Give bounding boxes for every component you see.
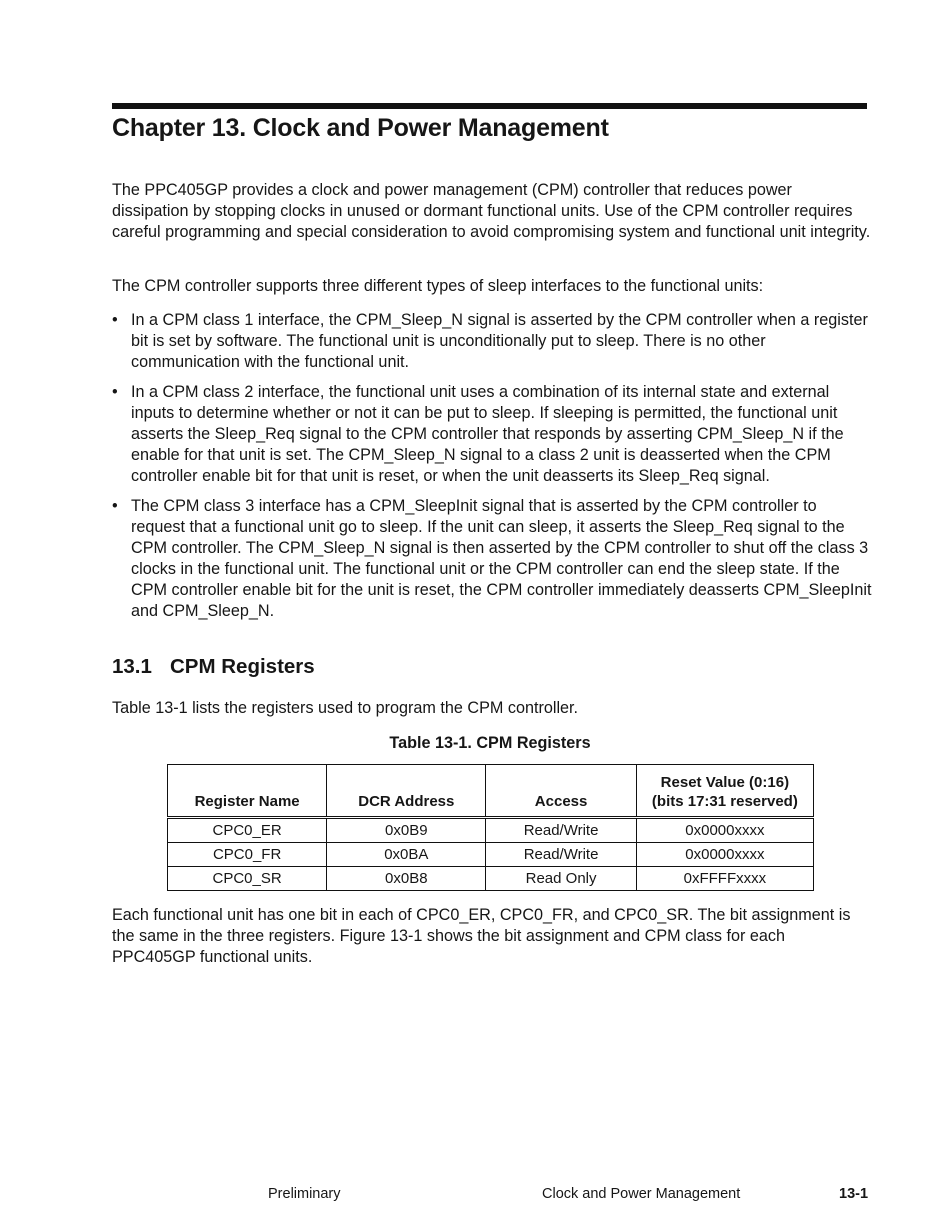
cell-dcr-address: 0x0BA — [327, 843, 486, 867]
header-reset-value — [636, 765, 813, 818]
footer-chapter-name: Clock and Power Management — [542, 1186, 741, 1202]
cell-dcr-address: 0x0B9 — [327, 818, 486, 843]
list-item-text: The CPM class 3 interface has a CPM_SleepInit signal that is asserted by the CPM controller to request that a functional unit go to sleep. If the unit can sleep, it asserts the Sleep_Req signal to the CPM controller. The CPM_Sleep_N signal is then asserted by the CPM controller to shut off the class 3 clocks in the functional unit. The functional unit or the CPM controller can end the sleep state. If the CPM controller enable bit for the unit is reset, the CPM controller immediately deasserts CPM_SleepInit and CPM_Sleep_N. — [131, 497, 872, 620]
cell-reset-value: 0xFFFFxxxx — [636, 867, 813, 891]
chapter-title: Chapter 13. Clock and Power Management — [112, 114, 609, 142]
list-item-text: In a CPM class 1 interface, the CPM_Sleep_N signal is asserted by the CPM controller when a register bit is set by software. The functional unit is unconditionally put to sleep. There is no other communication with the functional unit. — [131, 311, 868, 371]
header-register-name: Register Name — [168, 765, 327, 818]
sleep-interface-list — [112, 310, 872, 631]
cell-register-name: CPC0_FR — [168, 843, 327, 867]
cell-reset-value: 0x0000xxxx — [636, 818, 813, 843]
cell-access: Read/Write — [486, 818, 636, 843]
list-item-text: In a CPM class 2 interface, the functional unit uses a combination of its internal state and external inputs to determine whether or not it can be put to sleep. If sleeping is permitted, the functional unit asserts the Sleep_Req signal to the CPM controller that responds by asserting CPM_Sleep_N if the enable for that unit is set. The CPM_Sleep_N signal to a class 2 unit is deasserted when the CPM controller enable bit for that unit is reset, or when the unit deasserts its Sleep_Req signal. — [131, 383, 844, 485]
header-dcr-address: DCR Address — [327, 765, 486, 818]
section-number: 13.1 — [112, 655, 152, 678]
intro-paragraph-2: The CPM controller supports three different types of sleep interfaces to the functional units: — [112, 277, 764, 295]
section-intro-paragraph: Table 13-1 lists the registers used to program the CPM controller. — [112, 699, 579, 717]
header-reset-value-line-1: Reset Value (0:16) — [660, 774, 790, 791]
table-row — [168, 818, 814, 843]
cell-register-name: CPC0_SR — [168, 867, 327, 891]
bullet-marker: • — [112, 383, 118, 401]
section-heading — [112, 655, 315, 679]
table-header-row — [168, 765, 814, 818]
bullet-marker: • — [112, 497, 118, 515]
list-item-class-2 — [112, 382, 872, 487]
table-row — [168, 843, 814, 867]
header-access: Access — [486, 765, 636, 818]
footer-page-number: 13-1 — [839, 1186, 869, 1202]
cell-access: Read Only — [486, 867, 636, 891]
list-item-class-3 — [112, 496, 872, 622]
chapter-top-rule — [112, 103, 867, 109]
cpm-registers-table — [167, 764, 814, 891]
cell-access: Read/Write — [486, 843, 636, 867]
bullet-marker: • — [112, 311, 118, 329]
table-caption: Table 13-1. CPM Registers — [389, 734, 591, 752]
table-row — [168, 867, 814, 891]
list-item-class-1 — [112, 310, 872, 373]
intro-paragraph-1: The PPC405GP provides a clock and power management (CPM) controller that reduces power dissipation by stopping clocks in unused or dormant functional units. Use of the CPM controller requires careful programming and special consideration to avoid compromising system and functional unit integrity. — [112, 181, 871, 241]
footer-status: Preliminary — [268, 1186, 341, 1202]
header-reset-value-line-2: (bits 17:31 reserved) — [651, 793, 798, 810]
section-title: CPM Registers — [170, 655, 315, 678]
cell-register-name: CPC0_ER — [168, 818, 327, 843]
cell-reset-value: 0x0000xxxx — [636, 843, 813, 867]
cell-dcr-address: 0x0B8 — [327, 867, 486, 891]
closing-paragraph: Each functional unit has one bit in each of CPC0_ER, CPC0_FR, and CPC0_SR. The bit assignment is the same in the three registers. Figure 13-1 shows the bit assignment and CPM class for each PPC405GP functional units. — [112, 906, 851, 966]
